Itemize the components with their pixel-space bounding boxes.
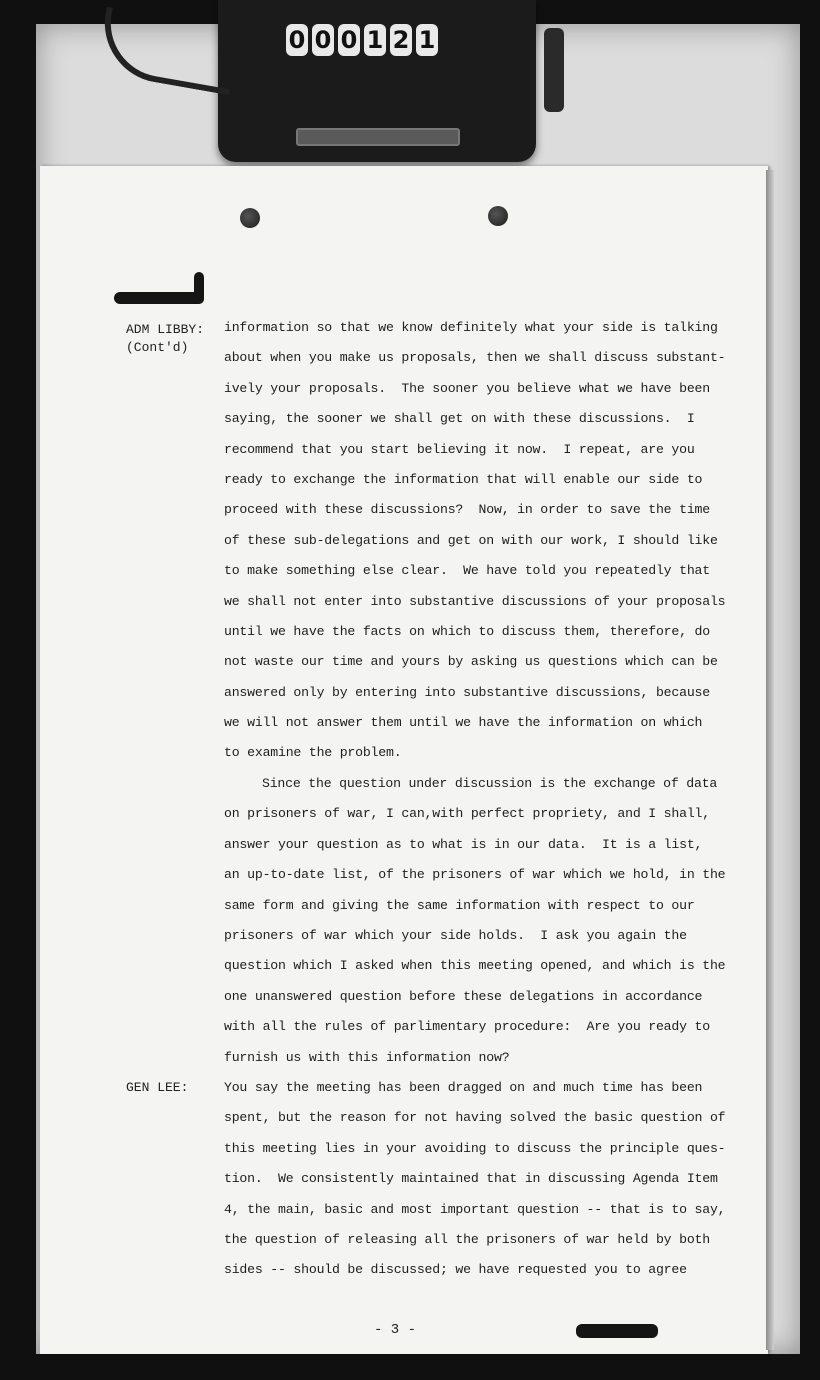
counter-digit: 0 (338, 24, 360, 56)
text-line: of these sub-delegations and get on with our work, I should like (224, 532, 718, 548)
text-line: tion. We consistently maintained that in discussing Agenda Item (224, 1171, 718, 1187)
text-line: we will not answer them until we have the information on which (224, 715, 703, 731)
speaker-continued-label: (Cont'd) (126, 340, 189, 355)
speaker-label-lee: GEN LEE: (126, 1080, 189, 1095)
counter-digit: 1 (416, 24, 438, 56)
frame-counter (286, 24, 438, 56)
text-line: until we have the facts on which to discuss them, therefore, do (224, 623, 710, 639)
text-line: Since the question under discussion is the exchange of data (262, 776, 718, 791)
punch-hole-right (488, 206, 508, 226)
counter-digit: 2 (390, 24, 412, 56)
lee-paragraph (224, 1073, 724, 1286)
text-line: an up-to-date list, of the prisoners of war which we hold, in the (224, 867, 726, 883)
libby-paragraph-1 (224, 313, 724, 769)
counter-digit: 1 (364, 24, 386, 56)
text-line: this meeting lies in your avoiding to discuss the principle ques- (224, 1140, 726, 1156)
text-line: not waste our time and yours by asking us questions which can be (224, 654, 718, 670)
text-line: to make something else clear. We have told you repeatedly that (224, 563, 710, 579)
text-line: information so that we know definitely what your side is talking (224, 320, 718, 335)
counter-digit: 0 (286, 24, 308, 56)
punch-hole-left (240, 208, 260, 228)
counter-slot (296, 128, 460, 146)
text-line: the question of releasing all the prisoners of war held by both (224, 1231, 710, 1247)
text-line: to examine the problem. (224, 745, 402, 761)
redaction-mark-top-stem (194, 272, 204, 304)
text-line: recommend that you start believing it now. I repeat, are you (224, 441, 695, 457)
text-line: on prisoners of war, I can,with perfect propriety, and I shall, (224, 806, 710, 822)
text-line: answered only by entering into substantive discussions, because (224, 684, 710, 700)
page-number: - 3 - (374, 1322, 417, 1338)
text-line: question which I asked when this meeting opened, and which is the (224, 958, 726, 974)
frame-counter-device (218, 0, 536, 162)
text-line: sides -- should be discussed; we have requested you to agree (224, 1262, 687, 1278)
redaction-mark-top (114, 292, 204, 304)
text-line: spent, but the reason for not having solved the basic question of (224, 1110, 726, 1126)
speaker-label-libby: ADM LIBBY: (126, 322, 205, 337)
text-line: You say the meeting has been dragged on and much time has been (224, 1080, 703, 1095)
libby-paragraph-2 (224, 769, 724, 1073)
text-line: prisoners of war which your side holds. I ask you again the (224, 927, 687, 943)
text-line: proceed with these discussions? Now, in order to save the time (224, 502, 710, 518)
text-line: saying, the sooner we shall get on with these discussions. I (224, 411, 695, 427)
text-line: ively your proposals. The sooner you believe what we have been (224, 380, 710, 396)
text-line: we shall not enter into substantive discussions of your proposals (224, 593, 726, 609)
page-edge-shadow (766, 170, 774, 1350)
counter-knob (544, 28, 564, 112)
text-line: 4, the main, basic and most important question -- that is to say, (224, 1201, 726, 1217)
text-line: with all the rules of parlimentary procedure: Are you ready to (224, 1019, 710, 1035)
redaction-mark-bottom (576, 1324, 658, 1338)
text-line: one unanswered question before these delegations in accordance (224, 988, 703, 1004)
text-line: about when you make us proposals, then we shall discuss substant- (224, 350, 726, 366)
text-line: same form and giving the same information with respect to our (224, 897, 695, 913)
text-line: furnish us with this information now? (224, 1049, 510, 1065)
text-line: answer your question as to what is in our data. It is a list, (224, 836, 703, 852)
counter-digit: 0 (312, 24, 334, 56)
text-line: ready to exchange the information that will enable our side to (224, 471, 703, 487)
